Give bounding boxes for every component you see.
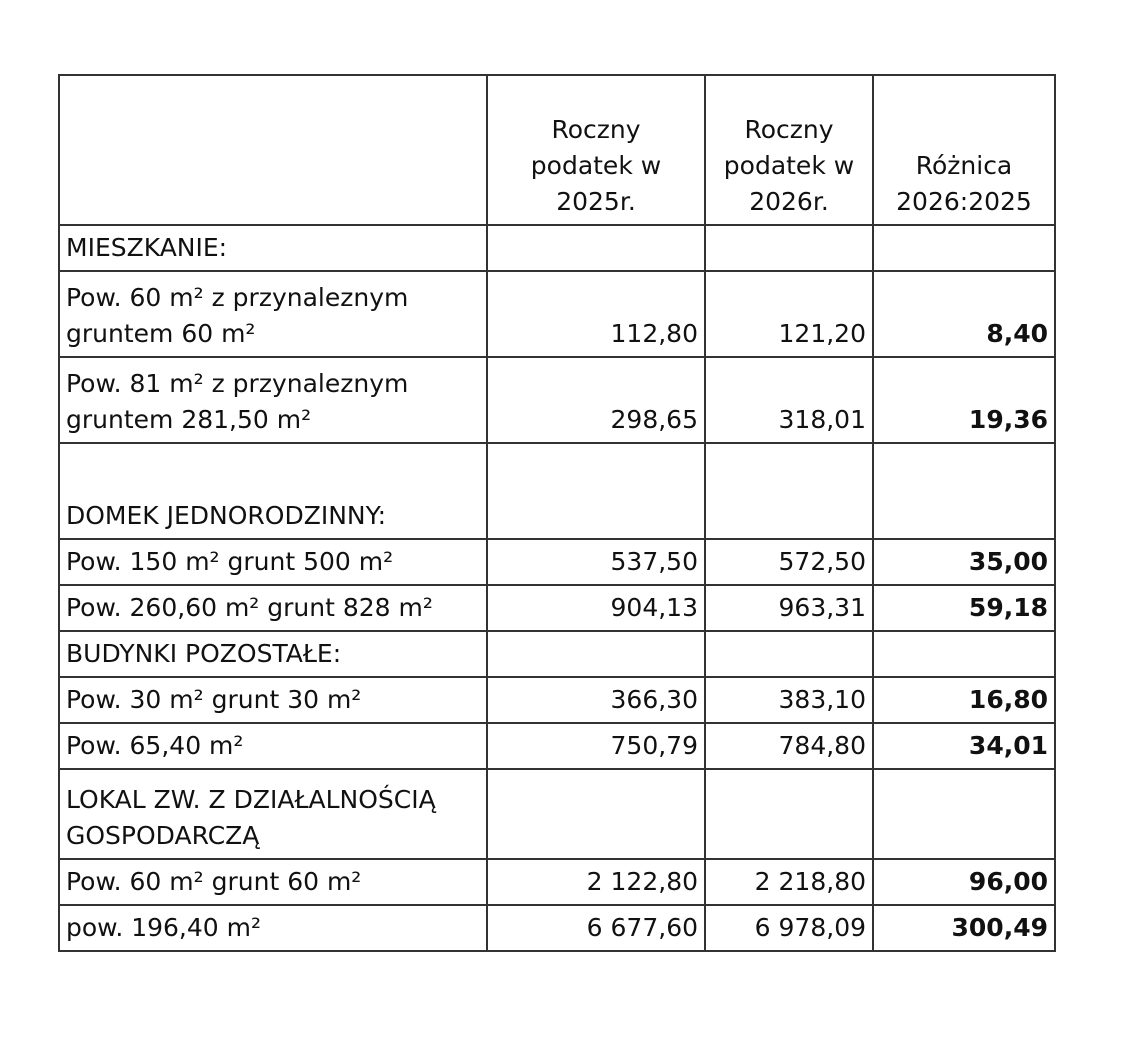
empty-cell [487,769,705,859]
row-label: Pow. 65,40 m² [59,723,487,769]
table-row [59,859,1055,905]
tax-2026-value: 572,50 [705,539,873,585]
row-label-line: Pow. 60 m² z przynaleznym [66,283,409,312]
section-label-budynki: BUDYNKI POZOSTAŁE: [59,631,487,677]
table-row [59,905,1055,951]
empty-cell [487,225,705,271]
header-diff-line: 2026:2025 [896,187,1032,216]
row-label: Pow. 260,60 m² grunt 828 m² [59,585,487,631]
tax-2025-value: 2 122,80 [487,859,705,905]
header-2025-line: podatek w [530,151,662,180]
difference-value: 19,36 [873,357,1055,443]
table-row [59,539,1055,585]
tax-2026-value: 6 978,09 [705,905,873,951]
row-label: Pow. 60 m² grunt 60 m² [59,859,487,905]
tax-comparison-table [58,74,1056,952]
row-label-line: Pow. 81 m² z przynaleznym [66,369,409,398]
table-row [59,271,1055,357]
row-label: Pow. 150 m² grunt 500 m² [59,539,487,585]
row-label: pow. 196,40 m² [59,905,487,951]
header-difference [873,75,1055,225]
empty-cell [705,443,873,539]
section-label-domek: DOMEK JEDNORODZINNY: [59,443,487,539]
row-label-line: gruntem 60 m² [66,319,256,348]
header-2026-line: 2026r. [749,187,829,216]
empty-cell [705,769,873,859]
difference-value: 16,80 [873,677,1055,723]
tax-2025-value: 750,79 [487,723,705,769]
header-diff-line: Różnica [915,151,1013,180]
tax-2026-value: 784,80 [705,723,873,769]
section-label-lokal [59,769,487,859]
difference-value: 300,49 [873,905,1055,951]
table-row [59,723,1055,769]
header-tax-2025 [487,75,705,225]
table-row [59,585,1055,631]
difference-value: 35,00 [873,539,1055,585]
empty-cell [873,631,1055,677]
header-2026-line: podatek w [723,151,855,180]
tax-2025-value: 537,50 [487,539,705,585]
row-label [59,271,487,357]
header-2026-line: Roczny [744,115,834,144]
empty-cell [705,631,873,677]
tax-2025-value: 112,80 [487,271,705,357]
table-row [59,357,1055,443]
difference-value: 8,40 [873,271,1055,357]
empty-cell [487,631,705,677]
empty-cell [705,225,873,271]
section-row [59,769,1055,859]
tax-2025-value: 298,65 [487,357,705,443]
row-label [59,357,487,443]
empty-cell [487,443,705,539]
difference-value: 34,01 [873,723,1055,769]
section-label-line: GOSPODARCZĄ [66,821,260,850]
section-label-line: LOKAL ZW. Z DZIAŁALNOŚCIĄ [66,785,436,814]
tax-2026-value: 318,01 [705,357,873,443]
tax-2026-value: 121,20 [705,271,873,357]
table-row [59,677,1055,723]
tax-2026-value: 2 218,80 [705,859,873,905]
row-label-line: gruntem 281,50 m² [66,405,312,434]
header-2025-line: Roczny [551,115,641,144]
header-tax-2026 [705,75,873,225]
empty-cell [873,769,1055,859]
tax-2025-value: 6 677,60 [487,905,705,951]
empty-cell [873,443,1055,539]
header-row [59,75,1055,225]
section-row [59,631,1055,677]
section-label-mieszkanie: MIESZKANIE: [59,225,487,271]
section-row [59,443,1055,539]
empty-cell [873,225,1055,271]
tax-2026-value: 963,31 [705,585,873,631]
header-2025-line: 2025r. [556,187,636,216]
difference-value: 96,00 [873,859,1055,905]
tax-2026-value: 383,10 [705,677,873,723]
header-empty-cell [59,75,487,225]
row-label: Pow. 30 m² grunt 30 m² [59,677,487,723]
difference-value: 59,18 [873,585,1055,631]
tax-2025-value: 904,13 [487,585,705,631]
tax-2025-value: 366,30 [487,677,705,723]
section-row [59,225,1055,271]
